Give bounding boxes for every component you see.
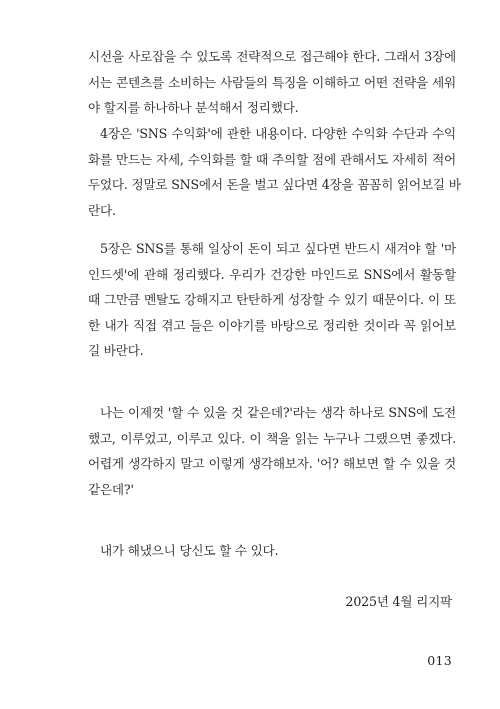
text-line: 길 바란다.: [88, 343, 144, 359]
text-line: 어렵게 생각하지 말고 이렇게 생각해보자. '어? 해보면 할 수 있을 것: [88, 456, 456, 472]
text-line: 한 내가 직접 겪고 들은 이야기를 바탕으로 정리한 것이라 꼭 읽어보: [88, 317, 456, 333]
text-line: 시선을 사로잡을 수 있도록 전략적으로 접근해야 한다. 그래서 3장에: [88, 49, 456, 64]
text-line: 화를 만드는 자세, 수익화를 할 때 주의할 점에 관해서도 자세히 적어: [88, 151, 456, 167]
text-line: 5장은 SNS를 통해 일상이 돈이 되고 싶다면 반드시 새겨야 할 '마: [100, 241, 456, 256]
paragraph-chapter5-mindset: [88, 236, 456, 364]
text-line: 나는 이제껏 '할 수 있을 것 같은데?'라는 생각 하나로 SNS에 도전: [100, 405, 456, 420]
text-line: 내가 해냈으니 당신도 할 수 있다.: [100, 543, 279, 558]
text-line: 란다.: [88, 202, 116, 218]
paragraph-strategy-chapter3: [88, 44, 456, 121]
text-line: 서는 콘텐츠를 소비하는 사람들의 특징을 이해하고 어떤 전략을 세워: [88, 74, 456, 90]
text-line: 했고, 이루었고, 이루고 있다. 이 책을 읽는 누구나 그랬으면 좋겠다.: [88, 430, 456, 446]
paragraph-chapter4-monetization: [88, 121, 461, 223]
author-signature-date: 2025년 4월 리지팍: [345, 594, 452, 609]
text-line: 야 할지를 하나하나 분석해서 정리했다.: [88, 100, 299, 116]
paragraph-challenge: [88, 400, 456, 502]
text-line: 같은데?': [88, 481, 134, 497]
page-number: 013: [427, 653, 452, 668]
text-line: 4장은 'SNS 수익화'에 관한 내용이다. 다양한 수익화 수단과 수익: [100, 126, 456, 141]
text-line: 두었다. 정말로 SNS에서 돈을 벌고 싶다면 4장을 꼼꼼히 읽어보길 바: [88, 177, 461, 193]
text-line: 인드셋'에 관해 정리했다. 우리가 건강한 마인드로 SNS에서 활동할: [88, 266, 456, 282]
paragraph-closing: [88, 538, 456, 564]
text-line: 때 그만큼 멘탈도 강해지고 탄탄하게 성장할 수 있기 때문이다. 이 또: [88, 292, 456, 308]
